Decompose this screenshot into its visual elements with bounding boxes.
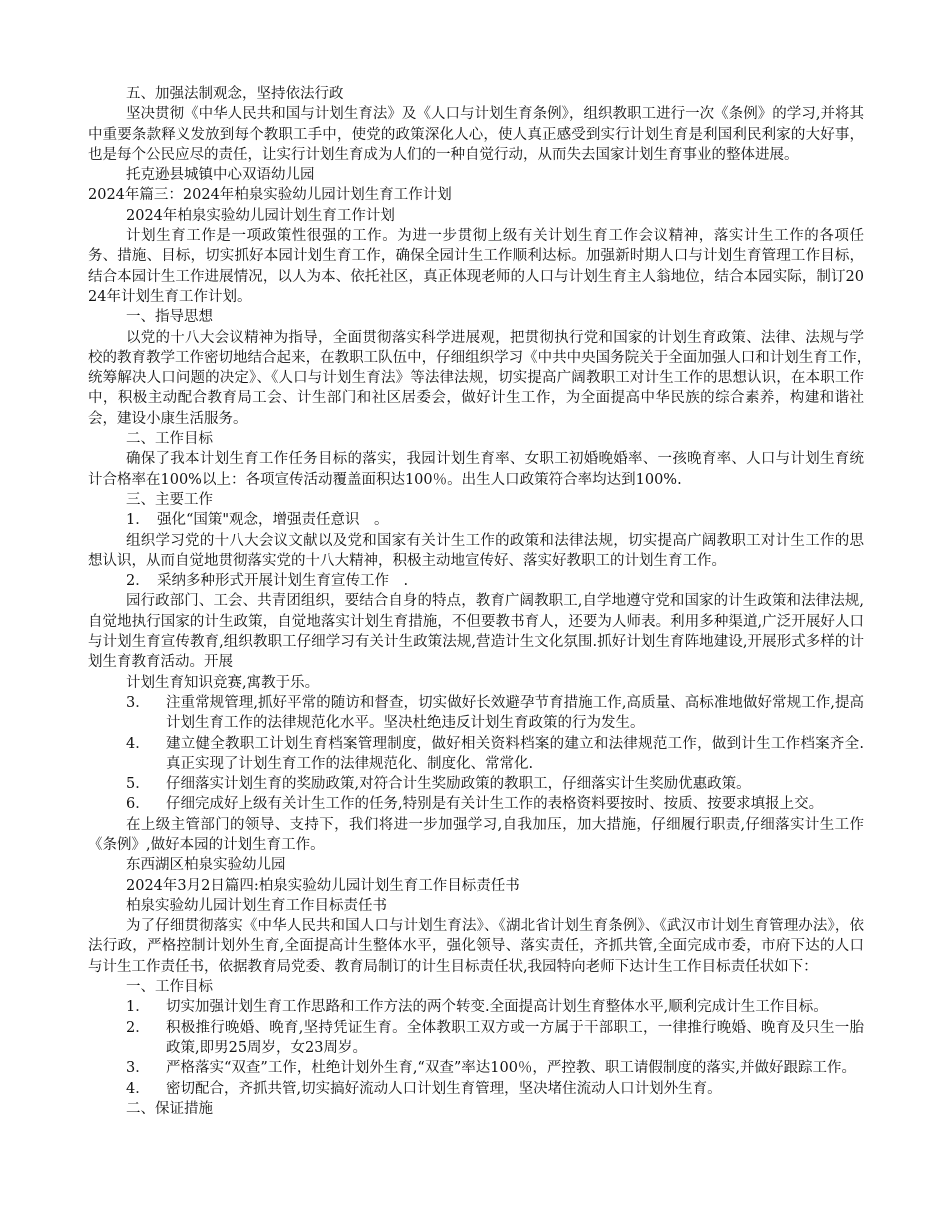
section-heading: 五、加强法制观念，坚持依法行政 [126,86,344,102]
list-item [88,1079,864,1099]
subsection-heading: 1． 强化“国策"观念，增强责任意识 。 [126,512,389,529]
paragraph: 在上级主管部门的领导、支持下，我们将进一步加强学习,自我加压，加大措施，仔细履行职责,仔细落实计生工作《条例》,做好本园的计划生育工作。 [88,816,864,853]
paragraph: 坚决贯彻《中华人民共和国与计划生育法》及《人口与计划生育条例》，组织教职工进行一次《条例》的学习,并将其中重要条款释义发放到每个教职工手中，使党的政策深化人心，使人真正感受到实行计划生育是利国利民利家的大好事，也是每个公民应尽的责任，让实行计划生育成为人们的一种自觉行动，从而失去国家计划生育事业的整体进展。 [88,106,864,163]
section-heading: 二、保证措施 [126,1100,213,1117]
list-item-text: 仔细完成好上级有关计生工作的任务,特别是有关计生工作的表格资料要按时、按质、按要求填报上交。 [166,796,824,813]
paragraph-continuation: 计划生育知识竞赛,寓教于乐。 [126,674,320,691]
document-page [88,84,879,1119]
document-title: 柏泉实验幼儿园计划生育工作目标责任书 [126,897,387,914]
list-item-text: 切实加强计划生育工作思路和工作方法的两个转变.全面提高计划生育整体水平,顺利完成计生工作目标。 [166,999,828,1016]
list-item-number: 6． [126,796,150,813]
list-item-number: 2． [126,1019,150,1036]
list-item [88,734,864,775]
list-item-text: 注重常规管理,抓好平常的随访和督查，切实做好长效避孕节育措施工作,高质量、高标准地做好常规工作,提高计划生育工作的法律规范化水平。坚决杜绝违反计划生育政策的行为发生。 [166,694,864,732]
list-item [88,693,864,734]
list-item-text: 仔细落实计划生育的奖励政策,对符合计生奖励政策的教职工，仔细落实计生奖励优惠政策。 [166,776,751,793]
section-heading: 一、指导思想 [126,309,213,326]
signature-line: 东西湖区柏泉实验幼儿园 [126,857,286,874]
list-item [88,774,864,794]
paragraph: 为了仔细贯彻落实《中华人民共和国人口与计划生育法》、《湖北省计划生育条例》、《武汉市计划生育管理办法》，依法行政，严格控制计划外生育,全面提高计生整体水平，强化领导、落实责任，齐抓共管,全面完成市委，市府下达的人口与计生工作责任书，依据教育局党委、教育局制订的计生目标责任状,我园特向老师下达计生工作目标责任状如下： [88,918,864,975]
signature-line: 托克逊县城镇中心双语幼儿园 [126,167,315,184]
list-item-number: 5． [126,776,150,793]
list-item-text: 严格落实“双查”工作，杜绝计划外生育,“双查”率达100％，严控教、职工请假制度的落实,并做好跟踪工作。 [166,1060,857,1077]
plan-title: 2024年柏泉实验幼儿园计划生育工作计划 [126,207,395,224]
date-and-article-title: 2024年3月2日篇四:柏泉实验幼儿园计划生育工作目标责任书 [126,877,520,894]
article-title: 2024年篇三：2024年柏泉实验幼儿园计划生育工作计划 [88,187,452,204]
paragraph: 计划生育工作是一项政策性很强的工作。为进一步贯彻上级有关计划生育工作会议精神，落实计生工作的各项任务、措施、目标，切实抓好本园计划生育工作，确保全园计生工作顺利达标。加强新时期人口与计划生育管理工作目标，结合本园计生工作进展情况，以人为本、依托社区，真正体现老师的人口与计划生育主人翁地位，结合本园实际，制订2024年计划生育工作计划。 [88,228,864,305]
list-item-number: 3． [126,1060,150,1077]
paragraph: 确保了我本计划生育工作任务目标的落实，我园计划生育率、女职工初婚晚婚率、一孩晚育率、人口与计划生育统计合格率在100%以上：各项宣传活动覆盖面积达100％。出生人口政策符合率均达到100%. [88,451,864,488]
list-item-number: 1． [126,999,150,1016]
list-item-number: 4． [126,1080,150,1097]
paragraph: 园行政部门、工会、共青团组织，要结合自身的特点，教育广阔教职工,自学地遵守党和国家的计生政策和法律法规,自觉地执行国家的计生政策，自觉地落实计划生育措施，不但要教书育人，还要为人师表。利用多种渠道,广泛开展好人口与计划生育宣传教育,组织教职工仔细学习有关计生政策法规,营造计生文化氛围.抓好计划生育阵地建设,开展形式多样的计划生育教育活动。开展 [88,593,864,671]
section-heading: 一、工作目标 [126,979,213,996]
list-item-text: 密切配合，齐抓共管,切实搞好流动人口计划生育管理，坚决堵住流动人口计划外生育。 [166,1080,722,1097]
paragraph: 组织学习党的十八大会议文献以及党和国家有关计生工作的政策和法律法规，切实提高广阔教职工对计生工作的思想认识，从而自觉地贯彻落实党的十八大精神，积极主动地宣传好、落实好教职工的计划生育工作。 [88,532,864,569]
list-item [88,1018,864,1059]
section-heading: 二、工作目标 [126,431,213,448]
list-item [88,997,864,1017]
list-item-text: 积极推行晚婚、晚育,坚持凭证生育。全体教职工双方或一方属于干部职工，一律推行晚婚、晚育及只生一胎政策,即男25周岁，女23周岁。 [166,1019,864,1056]
list-item-number: 4． [126,735,150,752]
section-heading: 三、主要工作 [126,491,213,508]
list-item-number: 3． [126,694,150,711]
list-item [88,1058,864,1078]
list-item-text: 建立健全教职工计划生育档案管理制度，做好相关资料档案的建立和法律规范工作，做到计生工作档案齐全.真正实现了计划生育工作的法律规范化、制度化、常常化. [166,735,864,772]
subsection-heading: 2． 采纳多种形式开展计划生育宣传工作 . [126,573,409,590]
list-item [88,794,864,814]
paragraph: 以党的十八大会议精神为指导，全面贯彻落实科学进展观，把贯彻执行党和国家的计划生育政策、法律、法规与学校的教育教学工作密切地结合起来，在教职工队伍中，仔细组织学习《中共中央国务院关于全面加强人口和计划生育工作， 统筹解决人口问题的决定》、《人口与计划生育法》等法律法规，切实提高广阔教职工对计生工作的思想认识，在本职工作中，积极主动配合教育局工会、计生部门和社区居委会，做好计生工作，为全面提高中华民族的综合素养，构建和谐社会，建设小康生活服务。 [88,329,879,427]
